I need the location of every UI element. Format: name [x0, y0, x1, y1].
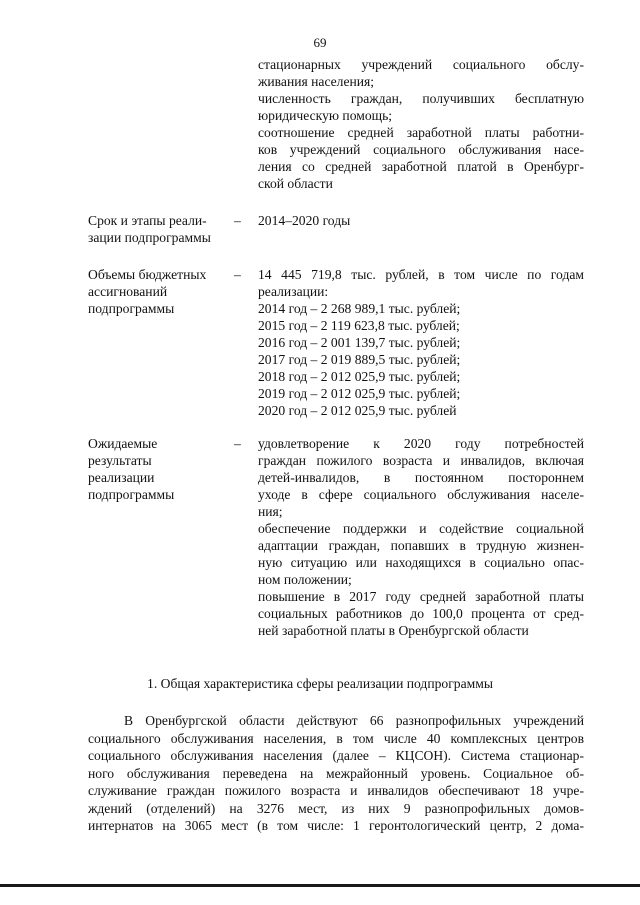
value-line: ней заработной платы в Оренбургской области — [258, 623, 529, 638]
value-line: детей-инвалидов, в постоянном постороннем — [258, 470, 584, 485]
page-number: 69 — [313, 35, 327, 50]
paragraph-line: В Оренбургской области действуют 66 разнопрофильных учреждений — [124, 713, 584, 728]
label-line: Срок и этапы реали- — [88, 213, 207, 228]
text-line: живания населения; — [258, 74, 375, 89]
text-line: соотношение средней заработной платы работни- — [258, 125, 584, 140]
label-line: Объемы бюджетных — [88, 267, 207, 282]
text-line: юридическую помощь; — [258, 108, 393, 123]
row-value-budget — [258, 266, 584, 419]
value-line: обеспечение поддержки и содействие социальной — [258, 521, 584, 536]
paragraph-line: интернатов на 3065 мест (в том числе: 1 геронтологический центр, 2 дома- — [88, 818, 584, 833]
value-line: социальных работников до 100,0 процента от сред- — [258, 606, 584, 621]
row-label-results — [88, 435, 174, 503]
text-line: ления со средней заработной платой в Оренбург- — [258, 159, 584, 174]
value-line: 2018 год – 2 012 025,9 тыс. рублей; — [258, 369, 461, 384]
value-line: 2019 год – 2 012 025,9 тыс. рублей; — [258, 386, 461, 401]
row-value-term — [258, 212, 584, 229]
row-dash: – — [234, 267, 241, 282]
value-line: 2015 год – 2 119 623,8 тыс. рублей; — [258, 318, 460, 333]
value-line: 2020 год – 2 012 025,9 тыс. рублей — [258, 403, 457, 418]
row-label-term — [88, 212, 211, 246]
row-dash: – — [234, 436, 241, 451]
text-line: численность граждан, получивших бесплатную — [258, 91, 584, 106]
value-line: реализации: — [258, 284, 329, 299]
label-line: Ожидаемые — [88, 436, 158, 451]
text-line: ской области — [258, 176, 333, 191]
value-line: уходе в сфере социального обслуживания населе- — [258, 487, 584, 502]
text-line: ков учреждений социального обслуживания насе- — [258, 142, 584, 157]
value-line: 2014 год – 2 268 989,1 тыс. рублей; — [258, 301, 461, 316]
value-line: 2016 год – 2 001 139,7 тыс. рублей; — [258, 335, 461, 350]
value-line: повышение в 2017 году средней заработной платы — [258, 589, 584, 604]
row-label-budget — [88, 266, 206, 317]
continuation-text — [258, 56, 584, 192]
paragraph-line: социального обслуживания населения, в том числе 40 комплексных центров — [88, 730, 584, 746]
value-line: граждан пожилого возраста и инвалидов, включая — [258, 453, 584, 468]
row-dash: – — [234, 213, 241, 228]
paragraph-line: ждений (отделений) на 3276 мест, из них 9 разнопрофильных домов- — [88, 800, 584, 816]
row-value-results — [258, 435, 584, 639]
text-line: стационарных учреждений социального обслу- — [258, 57, 584, 72]
label-line: подпрограммы — [88, 301, 175, 316]
value-line: 2017 год – 2 019 889,5 тыс. рублей; — [258, 352, 461, 367]
label-line: зации подпрограммы — [88, 230, 211, 245]
body-paragraph — [88, 712, 584, 835]
label-line: результаты — [88, 453, 152, 468]
bottom-rule — [0, 884, 640, 887]
section-heading: 1. Общая характеристика сферы реализации подпрограммы — [147, 676, 493, 691]
value-line: 2014–2020 годы — [258, 213, 351, 228]
label-line: подпрограммы — [88, 487, 175, 502]
value-line: 14 445 719,8 тыс. рублей, в том числе по годам — [258, 267, 584, 282]
value-line: ном положении; — [258, 572, 352, 587]
label-line: ассигнований — [88, 284, 168, 299]
label-line: реализации — [88, 470, 155, 485]
paragraph-line: социального обслуживания населения (далее – КЦСОН). Система стационар- — [88, 748, 584, 763]
value-line: адаптации граждан, попавших в трудную жизнен- — [258, 538, 584, 553]
value-line: удовлетворение к 2020 году потребностей — [258, 436, 584, 451]
paragraph-line: ного обслуживания переведена на межрайонный уровень. Социальное об- — [88, 765, 584, 781]
value-line: ния; — [258, 504, 283, 519]
value-line: ную ситуацию или находящихся в социально опас- — [258, 555, 584, 570]
paragraph-line: служивание граждан пожилого возраста и инвалидов обеспечивают 18 учре- — [88, 783, 584, 798]
